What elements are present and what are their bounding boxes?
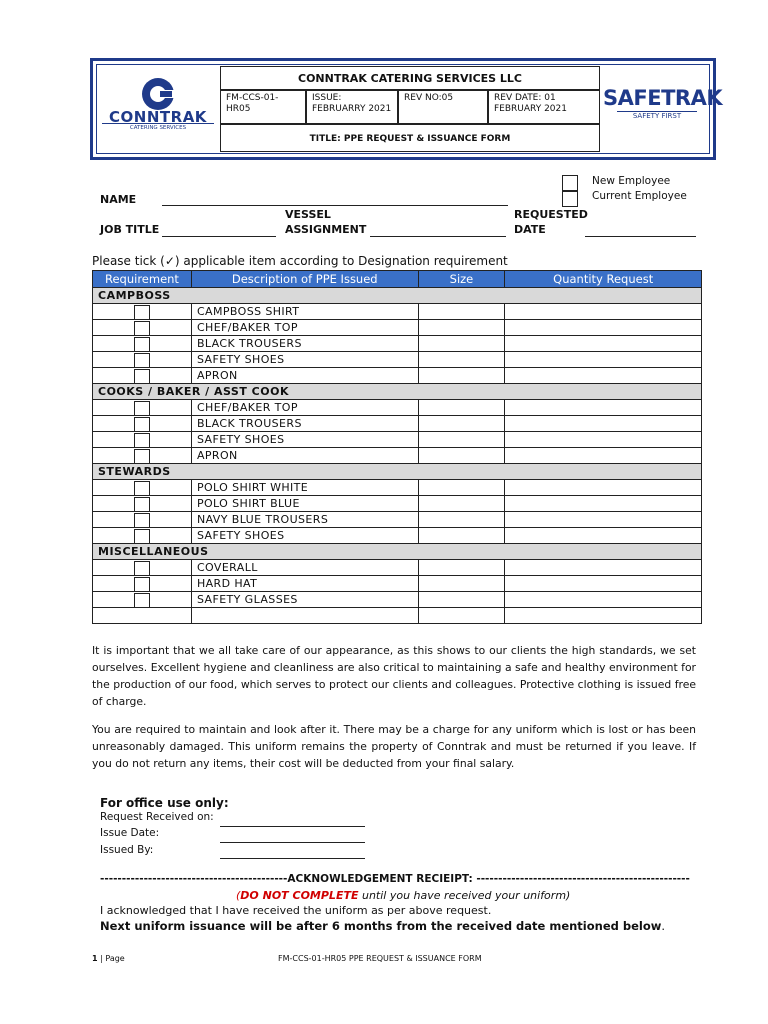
doc-code: FM-CCS-01-HR05 xyxy=(220,90,306,124)
size-cell[interactable] xyxy=(418,416,505,432)
size-cell[interactable] xyxy=(418,528,505,544)
table-row xyxy=(93,336,702,352)
quantity-cell[interactable] xyxy=(505,496,702,512)
requirement-cell xyxy=(93,528,192,544)
quantity-cell[interactable] xyxy=(505,480,702,496)
quantity-cell[interactable] xyxy=(505,400,702,416)
requirement-cell xyxy=(93,560,192,576)
table-row xyxy=(93,512,702,528)
size-cell[interactable] xyxy=(418,512,505,528)
name-field[interactable] xyxy=(162,205,508,206)
page-label: | Page xyxy=(97,954,125,963)
page-num: 1 xyxy=(92,954,98,963)
quantity-cell[interactable] xyxy=(505,528,702,544)
section-row xyxy=(93,384,702,400)
requirement-cell xyxy=(93,320,192,336)
issue-date-field[interactable] xyxy=(220,842,365,843)
requirement-checkbox[interactable] xyxy=(134,369,150,384)
requirement-checkbox[interactable] xyxy=(134,449,150,464)
job-title-field[interactable] xyxy=(162,236,276,237)
quantity-cell[interactable] xyxy=(505,592,702,608)
requirement-checkbox[interactable] xyxy=(134,593,150,608)
table-row xyxy=(93,352,702,368)
ppe-description: SAFETY SHOES xyxy=(191,528,418,544)
rev-no-cell: REV NO:05 xyxy=(398,90,488,124)
name-label: NAME xyxy=(100,193,137,206)
section-row xyxy=(93,288,702,304)
form-title: TITLE: PPE REQUEST & ISSUANCE FORM xyxy=(220,124,600,152)
header-requirement: Requirement xyxy=(93,271,192,288)
size-cell[interactable] xyxy=(418,352,505,368)
table-row xyxy=(93,416,702,432)
section-name: CAMPBOSS xyxy=(93,288,702,304)
paragraph-appearance: It is important that we all take care of our appearance, as this shows to our clients the high standards, we set ourselves. Excellent hygiene and cleanliness are also critical to maintaining a safe and healthy environment for the production of our food, which serves to protect our clients and colleagues. Protective clothing is issued free of charge. xyxy=(92,644,696,708)
requirement-cell xyxy=(93,336,192,352)
safetrak-logo-sub: SAFETY FIRST xyxy=(617,111,697,120)
quantity-cell[interactable] xyxy=(505,368,702,384)
size-cell[interactable] xyxy=(418,368,505,384)
requirement-cell xyxy=(93,416,192,432)
table-row xyxy=(93,368,702,384)
quantity-cell[interactable] xyxy=(505,336,702,352)
ppe-description: APRON xyxy=(191,368,418,384)
quantity-cell[interactable] xyxy=(505,448,702,464)
header-description: Description of PPE Issued xyxy=(191,271,418,288)
requested-label: REQUESTED xyxy=(514,208,588,221)
size-cell[interactable] xyxy=(418,480,505,496)
requirement-cell xyxy=(93,608,192,624)
ack-statement: I acknowledged that I have received the uniform as per above request. xyxy=(100,904,492,917)
quantity-cell[interactable] xyxy=(505,416,702,432)
conntrak-logo-sub: CATERING SERVICES xyxy=(102,123,214,131)
requirement-checkbox[interactable] xyxy=(134,561,150,576)
office-use-heading: For office use only: xyxy=(100,796,229,810)
issue-date-label: Issue Date: xyxy=(100,827,160,839)
date-label: DATE xyxy=(514,223,546,236)
next-issuance-bold: Next uniform issuance will be after 6 months from the received date mentioned below xyxy=(100,919,662,933)
assignment-label: ASSIGNMENT xyxy=(285,223,367,236)
issued-by-label: Issued By: xyxy=(100,844,154,856)
safetrak-logo xyxy=(603,86,723,130)
table-row xyxy=(93,592,702,608)
ppe-description: APRON xyxy=(191,448,418,464)
ack-open-paren: ( xyxy=(236,889,241,902)
size-cell[interactable] xyxy=(418,576,505,592)
requirement-cell xyxy=(93,352,192,368)
ppe-description: CHEF/BAKER TOP xyxy=(191,400,418,416)
requirement-checkbox[interactable] xyxy=(134,321,150,336)
requirement-cell xyxy=(93,304,192,320)
requirement-checkbox[interactable] xyxy=(134,401,150,416)
ppe-description: SAFETY SHOES xyxy=(191,352,418,368)
size-cell[interactable] xyxy=(418,320,505,336)
header-size: Size xyxy=(418,271,505,288)
requirement-checkbox[interactable] xyxy=(134,353,150,368)
next-issuance-note xyxy=(100,919,665,933)
ack-note-rest: until you have received your uniform) xyxy=(358,889,571,902)
size-cell[interactable] xyxy=(418,432,505,448)
new-employee-checkbox[interactable] xyxy=(562,175,578,191)
issued-by-field[interactable] xyxy=(220,858,365,859)
requirement-checkbox[interactable] xyxy=(134,337,150,352)
table-row xyxy=(93,400,702,416)
table-row xyxy=(93,576,702,592)
ppe-description: NAVY BLUE TROUSERS xyxy=(191,512,418,528)
requirement-cell xyxy=(93,576,192,592)
quantity-cell[interactable] xyxy=(505,512,702,528)
ack-note xyxy=(236,889,570,902)
quantity-cell[interactable] xyxy=(505,432,702,448)
ppe-description: POLO SHIRT WHITE xyxy=(191,480,418,496)
tick-instruction: Please tick (✓) applicable item according to Designation requirement xyxy=(92,254,508,268)
company-name: CONNTRAK CATERING SERVICES LLC xyxy=(220,66,600,90)
size-cell[interactable] xyxy=(418,448,505,464)
size-cell[interactable] xyxy=(418,560,505,576)
section-row xyxy=(93,544,702,560)
requirement-cell xyxy=(93,592,192,608)
table-row xyxy=(93,608,702,624)
requirement-checkbox[interactable] xyxy=(134,577,150,592)
requirement-cell xyxy=(93,432,192,448)
requirement-checkbox[interactable] xyxy=(134,433,150,448)
footer-doc-ref: FM-CCS-01-HR05 PPE REQUEST & ISSUANCE FORM xyxy=(278,954,482,963)
rev-date-cell: REV DATE: 01 FEBRUARY 2021 xyxy=(488,90,600,124)
quantity-cell[interactable] xyxy=(505,608,702,624)
size-cell[interactable] xyxy=(418,400,505,416)
quantity-cell[interactable] xyxy=(505,304,702,320)
ppe-description: CHEF/BAKER TOP xyxy=(191,320,418,336)
requirement-cell xyxy=(93,368,192,384)
requirement-checkbox[interactable] xyxy=(134,417,150,432)
quantity-cell[interactable] xyxy=(505,320,702,336)
section-name: COOKS / BAKER / ASST COOK xyxy=(93,384,702,400)
requirement-checkbox[interactable] xyxy=(134,481,150,496)
next-issuance-end: . xyxy=(661,919,666,933)
ppe-description xyxy=(191,608,418,624)
table-row xyxy=(93,304,702,320)
table-row xyxy=(93,320,702,336)
requirement-cell xyxy=(93,496,192,512)
quantity-cell[interactable] xyxy=(505,576,702,592)
quantity-cell[interactable] xyxy=(505,560,702,576)
ppe-description: COVERALL xyxy=(191,560,418,576)
ppe-description: SAFETY GLASSES xyxy=(191,592,418,608)
ack-heading: -------------------------------------------ACKNOWLEDGEMENT RECIEIPT: ------------------------------------------------- xyxy=(100,873,690,885)
ppe-description: BLACK TROUSERS xyxy=(191,416,418,432)
vessel-field[interactable] xyxy=(370,236,506,237)
request-received-label: Request Received on: xyxy=(100,811,214,823)
do-not-complete: DO NOT COMPLETE xyxy=(240,889,359,902)
requirement-cell xyxy=(93,448,192,464)
conntrak-logo-text: CONNTRAK xyxy=(109,108,207,126)
size-cell[interactable] xyxy=(418,336,505,352)
table-row xyxy=(93,496,702,512)
requirement-checkbox[interactable] xyxy=(134,497,150,512)
safetrak-logo-text: SAFETRAK xyxy=(603,86,723,110)
current-employee-checkbox[interactable] xyxy=(562,191,578,207)
ppe-description: CAMPBOSS SHIRT xyxy=(191,304,418,320)
job-title-label: JOB TITLE xyxy=(100,223,160,236)
header-quantity: Quantity Request xyxy=(505,271,702,288)
requirement-checkbox[interactable] xyxy=(134,529,150,544)
requested-date-field[interactable] xyxy=(585,236,696,237)
page-number xyxy=(92,954,125,963)
table-row xyxy=(93,448,702,464)
issue-cell: ISSUE: FEBRUARRY 2021 xyxy=(306,90,398,124)
ppe-description: SAFETY SHOES xyxy=(191,432,418,448)
quantity-cell[interactable] xyxy=(505,352,702,368)
ppe-description: HARD HAT xyxy=(191,576,418,592)
size-cell[interactable] xyxy=(418,304,505,320)
vessel-label: VESSEL xyxy=(285,208,331,221)
table-row xyxy=(93,432,702,448)
section-name: STEWARDS xyxy=(93,464,702,480)
table-row xyxy=(93,560,702,576)
section-row xyxy=(93,464,702,480)
requirement-checkbox[interactable] xyxy=(134,305,150,320)
requirement-cell xyxy=(93,480,192,496)
requirement-cell xyxy=(93,512,192,528)
paragraph-maintain: You are required to maintain and look after it. There may be a charge for any uniform which is lost or has been unreasonably damaged. This uniform remains the property of Conntrak and must be returned if you leave. If you do not return any items, their cost will be deducted from your final salary. xyxy=(92,723,696,770)
request-received-field[interactable] xyxy=(220,826,365,827)
section-name: MISCELLANEOUS xyxy=(93,544,702,560)
new-employee-label: New Employee xyxy=(592,175,671,187)
table-row xyxy=(93,480,702,496)
ppe-table xyxy=(92,270,702,624)
requirement-cell xyxy=(93,400,192,416)
size-cell[interactable] xyxy=(418,608,505,624)
ppe-description: BLACK TROUSERS xyxy=(191,336,418,352)
size-cell[interactable] xyxy=(418,592,505,608)
ppe-description: POLO SHIRT BLUE xyxy=(191,496,418,512)
table-row xyxy=(93,528,702,544)
requirement-checkbox[interactable] xyxy=(134,513,150,528)
current-employee-label: Current Employee xyxy=(592,190,687,202)
size-cell[interactable] xyxy=(418,496,505,512)
